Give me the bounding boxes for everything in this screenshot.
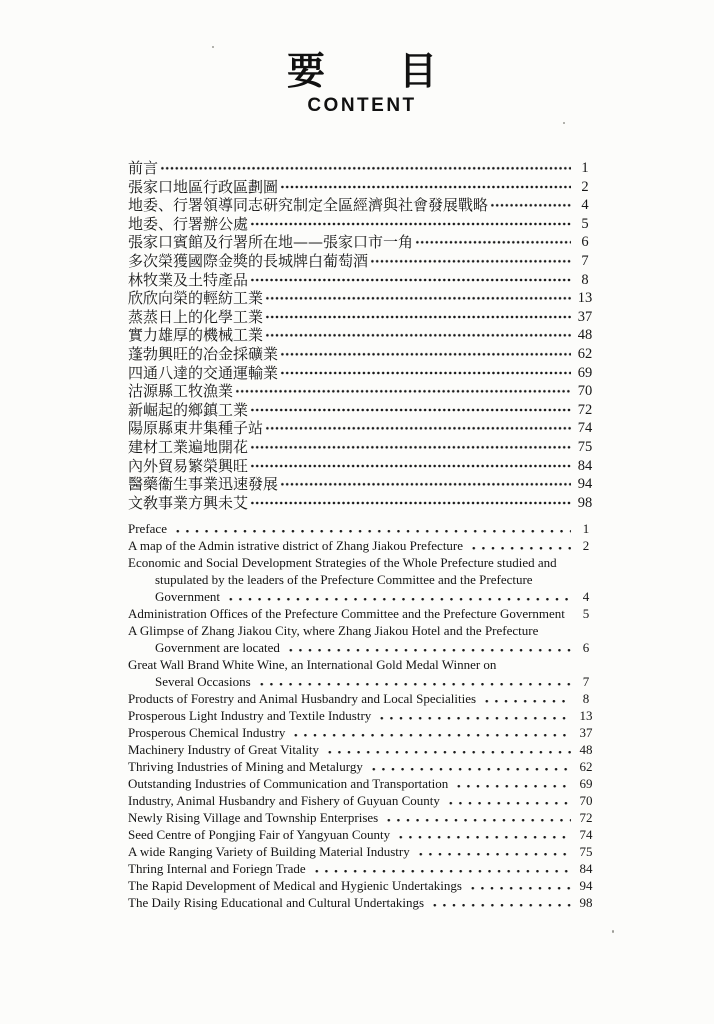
dot-leader bbox=[430, 894, 571, 911]
toc-entry-page: 75 bbox=[579, 844, 593, 860]
toc-entry-label: Great Wall Brand White Wine, an International Gold Medal Winner on bbox=[128, 657, 497, 673]
toc-entry-label: 蓬勃興旺的冶金採礦業 bbox=[128, 344, 279, 363]
dot-leader bbox=[280, 178, 571, 197]
toc-entry-label: Machinery Industry of Great Vitality bbox=[128, 742, 320, 758]
toc-zh-entry bbox=[128, 382, 596, 401]
toc-en-entry bbox=[128, 741, 596, 758]
toc-entry-label: Newly Rising Village and Township Enterprises bbox=[128, 810, 379, 826]
dot-leader bbox=[396, 826, 571, 843]
page-title-chinese bbox=[128, 48, 596, 93]
toc-entry-label: 陽原縣東井集種子站 bbox=[128, 419, 264, 438]
toc-en-entry bbox=[128, 792, 596, 809]
toc-entry-page: 62 bbox=[577, 345, 593, 362]
toc-entry-page: 5 bbox=[582, 606, 590, 622]
dot-leader bbox=[250, 438, 571, 457]
toc-entry-label: 前言 bbox=[128, 159, 159, 177]
toc-zh-entry bbox=[128, 419, 596, 438]
page-content bbox=[128, 0, 596, 911]
toc-entry-label: 多次榮獲國際金獎的長城牌白葡萄酒 bbox=[128, 251, 369, 270]
toc-entry-label: Thring Internal and Foriegn Trade bbox=[128, 861, 306, 877]
dot-leader bbox=[250, 215, 571, 234]
scan-speck bbox=[612, 930, 614, 933]
toc-entry-label: 蒸蒸日上的化學工業 bbox=[128, 307, 264, 326]
dot-leader bbox=[250, 494, 571, 513]
dot-leader bbox=[235, 382, 571, 401]
toc-en-entry bbox=[128, 520, 596, 537]
toc-entry-page: 13 bbox=[579, 708, 593, 724]
toc-zh-entry bbox=[128, 215, 596, 234]
toc-entry-page: 98 bbox=[577, 494, 593, 511]
toc-zh-entry bbox=[128, 159, 596, 178]
toc-zh-entry bbox=[128, 196, 596, 215]
dot-leader bbox=[160, 159, 571, 178]
toc-entry-page: 2 bbox=[582, 538, 590, 554]
toc-entry-page: 84 bbox=[579, 861, 593, 877]
toc-entry-page: 6 bbox=[581, 234, 589, 251]
toc-entry-label: Prosperous Chemical Industry bbox=[128, 725, 286, 741]
toc-en-entry bbox=[128, 894, 596, 911]
toc-entry-label: stupulated by the leaders of the Prefecture Committee and the Prefecture bbox=[155, 572, 533, 588]
toc-zh-entry bbox=[128, 289, 596, 308]
dot-leader bbox=[446, 792, 571, 809]
toc-entry-label: Preface bbox=[128, 521, 167, 537]
toc-entry-label: Seed Centre of Pongjing Fair of Yangyuan County bbox=[128, 827, 391, 843]
dot-leader bbox=[286, 639, 571, 656]
toc-en-entry bbox=[128, 860, 596, 877]
toc-entry-page: 37 bbox=[579, 725, 593, 741]
toc-entry-page: 98 bbox=[579, 895, 593, 911]
toc-entry-label: Products of Forestry and Animal Husbandry and Local Specialities bbox=[128, 691, 477, 707]
toc-entry-page: 1 bbox=[581, 160, 589, 176]
toc-zh-entry bbox=[128, 494, 596, 513]
toc-en-entry bbox=[128, 588, 596, 605]
dot-leader bbox=[377, 707, 571, 724]
dot-leader bbox=[265, 326, 571, 345]
toc-entry-label: Administration Offices of the Prefecture Committee and the Prefecture Government bbox=[128, 606, 565, 622]
toc-entry-page: 62 bbox=[579, 759, 593, 775]
toc-entry-page: 69 bbox=[579, 776, 593, 792]
dot-leader bbox=[265, 419, 571, 438]
dot-leader bbox=[468, 877, 571, 894]
dot-leader bbox=[370, 252, 571, 271]
toc-zh-entry bbox=[128, 252, 596, 271]
dot-leader bbox=[369, 758, 571, 775]
toc-entry-page: 48 bbox=[579, 742, 593, 758]
toc-entry-label: 張家口地區行政區劃圖 bbox=[128, 177, 279, 196]
toc-entry-label: Thriving Industries of Mining and Metalurgy bbox=[128, 759, 363, 775]
toc-entry-page: 72 bbox=[577, 401, 593, 418]
toc-zh-entry bbox=[128, 364, 596, 383]
toc-entry-page: 72 bbox=[579, 810, 593, 826]
dot-leader bbox=[250, 271, 571, 290]
toc-entry-page: 4 bbox=[581, 197, 589, 214]
dot-leader bbox=[250, 457, 571, 476]
toc-en-entry bbox=[128, 673, 596, 690]
toc-entry-page: 75 bbox=[577, 438, 593, 455]
dot-leader bbox=[469, 537, 571, 554]
dot-leader bbox=[257, 673, 571, 690]
toc-entry-page: 70 bbox=[579, 793, 593, 809]
toc-entry-label: A Glimpse of Zhang Jiakou City, where Zhang Jiakou Hotel and the Prefecture bbox=[128, 623, 539, 639]
dot-leader bbox=[415, 233, 571, 252]
toc-zh-entry bbox=[128, 233, 596, 252]
dot-leader bbox=[226, 588, 571, 605]
page-title-english: CONTENT bbox=[307, 95, 417, 116]
toc-entry-page: 4 bbox=[582, 589, 590, 605]
toc-entry-label: 林牧業及土特產品 bbox=[128, 270, 249, 289]
dot-leader bbox=[280, 364, 571, 383]
toc-en-entry bbox=[128, 724, 596, 741]
dot-leader bbox=[265, 289, 571, 308]
dot-leader bbox=[384, 809, 571, 826]
toc-entry-page: 6 bbox=[582, 640, 590, 656]
toc-en-entry bbox=[128, 877, 596, 894]
toc-entry-page: 7 bbox=[581, 252, 589, 269]
english-toc bbox=[128, 520, 596, 911]
toc-zh-entry bbox=[128, 438, 596, 457]
toc-entry-label: 沽源縣工牧漁業 bbox=[128, 382, 234, 401]
toc-en-entry bbox=[128, 537, 596, 554]
toc-zh-entry bbox=[128, 401, 596, 420]
toc-entry-label: 建材工業遍地開花 bbox=[128, 437, 249, 456]
dot-leader bbox=[312, 860, 571, 877]
dot-leader bbox=[416, 843, 571, 860]
title-zh-char-1: 要 bbox=[286, 48, 325, 93]
toc-entry-page: 5 bbox=[581, 215, 589, 232]
toc-entry-label: Government bbox=[155, 589, 220, 605]
toc-entry-label: 醫藥衞生事業迅速發展 bbox=[128, 475, 279, 494]
toc-entry-label: Outstanding Industries of Communication and Transportation bbox=[128, 776, 449, 792]
toc-entry-page: 7 bbox=[582, 674, 590, 690]
toc-entry-label: The Daily Rising Educational and Cultural Undertakings bbox=[128, 895, 425, 911]
toc-entry-page: 94 bbox=[579, 878, 593, 894]
chinese-toc bbox=[128, 159, 596, 512]
dot-leader bbox=[454, 775, 571, 792]
toc-entry-label: 實力雄厚的機械工業 bbox=[128, 326, 264, 345]
toc-entry-page: 84 bbox=[577, 457, 593, 474]
dot-leader bbox=[482, 690, 571, 707]
toc-en-entry bbox=[128, 707, 596, 724]
toc-zh-entry bbox=[128, 345, 596, 364]
toc-entry-label: 新崛起的鄉鎮工業 bbox=[128, 400, 249, 419]
toc-entry-label: 地委、行署領導同志研究制定全區經濟與社會發展戰略 bbox=[128, 196, 489, 215]
toc-entry-page: 69 bbox=[577, 364, 593, 381]
dot-leader bbox=[280, 345, 571, 364]
toc-entry-page: 94 bbox=[577, 476, 593, 493]
toc-en-entry bbox=[128, 571, 596, 588]
dot-leader bbox=[250, 401, 571, 420]
toc-entry-label: Government are located bbox=[155, 640, 280, 656]
toc-en-entry bbox=[128, 554, 596, 571]
toc-entry-page: 8 bbox=[582, 691, 590, 707]
toc-entry-label: Prosperous Light Industry and Textile Industry bbox=[128, 708, 372, 724]
toc-entry-label: 張家口賓館及行署所在地——張家口市一角 bbox=[128, 233, 414, 252]
toc-entry-label: 文敎事業方興未艾 bbox=[128, 493, 249, 512]
toc-entry-page: 70 bbox=[577, 383, 593, 400]
toc-entry-label: 欣欣向榮的輕紡工業 bbox=[128, 289, 264, 308]
toc-zh-entry bbox=[128, 178, 596, 197]
toc-entry-page: 1 bbox=[582, 521, 590, 537]
toc-entry-page: 74 bbox=[579, 827, 593, 843]
toc-en-entry bbox=[128, 843, 596, 860]
toc-entry-label: 內外貿易繁榮興旺 bbox=[128, 456, 249, 475]
toc-entry-page: 2 bbox=[581, 178, 589, 195]
toc-zh-entry bbox=[128, 326, 596, 345]
toc-en-entry bbox=[128, 758, 596, 775]
toc-entry-label: Industry, Animal Husbandry and Fishery of Guyuan County bbox=[128, 793, 440, 809]
title-zh-char-2: 目 bbox=[399, 48, 438, 93]
toc-entry-page: 48 bbox=[577, 327, 593, 344]
toc-zh-entry bbox=[128, 475, 596, 494]
toc-en-entry bbox=[128, 622, 596, 639]
toc-entry-label: Economic and Social Development Strategies of the Whole Prefecture studied and bbox=[128, 555, 557, 571]
toc-entry-label: Several Occasions bbox=[155, 674, 251, 690]
toc-entry-page: 37 bbox=[577, 308, 593, 325]
toc-zh-entry bbox=[128, 308, 596, 327]
toc-en-entry bbox=[128, 605, 596, 622]
toc-entry-page: 13 bbox=[577, 290, 593, 307]
dot-leader bbox=[291, 724, 571, 741]
toc-entry-page: 74 bbox=[577, 420, 593, 437]
dot-leader bbox=[490, 196, 571, 215]
toc-zh-entry bbox=[128, 457, 596, 476]
toc-en-entry bbox=[128, 639, 596, 656]
toc-en-entry bbox=[128, 775, 596, 792]
toc-entry-label: 地委、行署辦公處 bbox=[128, 214, 249, 233]
toc-entry-label: 四通八達的交通運輸業 bbox=[128, 363, 279, 382]
dot-leader bbox=[173, 520, 571, 537]
toc-en-entry bbox=[128, 656, 596, 673]
dot-leader bbox=[265, 308, 571, 327]
toc-en-entry bbox=[128, 809, 596, 826]
toc-zh-entry bbox=[128, 271, 596, 290]
toc-entry-label: A map of the Admin istrative district of Zhang Jiakou Prefecture bbox=[128, 538, 464, 554]
toc-entry-page: 8 bbox=[581, 271, 589, 288]
toc-en-entry bbox=[128, 690, 596, 707]
toc-entry-label: A wide Ranging Variety of Building Material Industry bbox=[128, 844, 410, 860]
dot-leader bbox=[280, 475, 571, 494]
toc-en-entry bbox=[128, 826, 596, 843]
toc-entry-label: The Rapid Development of Medical and Hygienic Undertakings bbox=[128, 878, 462, 894]
dot-leader bbox=[325, 741, 571, 758]
